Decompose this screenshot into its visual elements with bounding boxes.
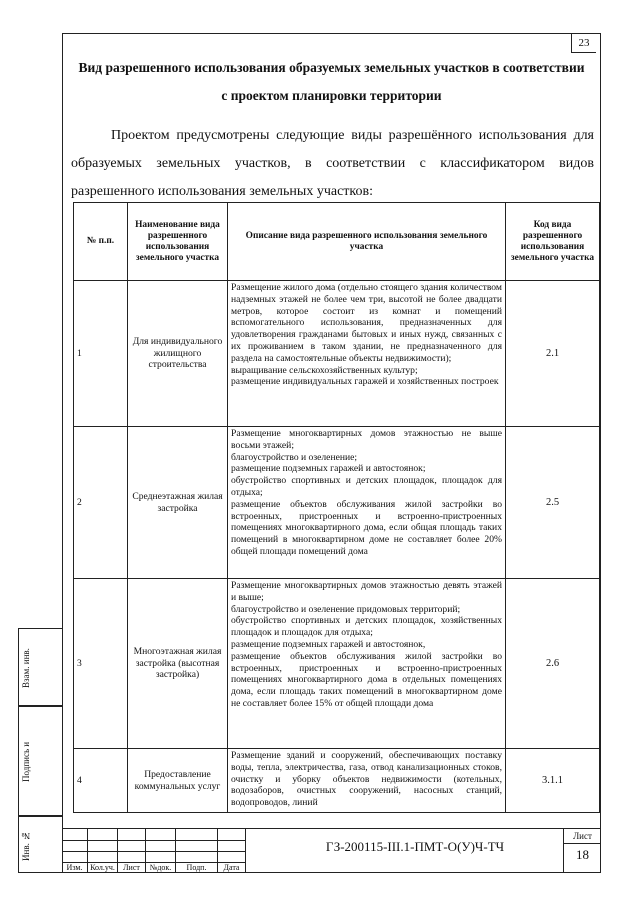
table-row bbox=[74, 427, 600, 579]
side-label-podpis: Подпись и bbox=[21, 741, 31, 783]
stamp-row-line bbox=[118, 840, 145, 841]
sheet-number: 18 bbox=[576, 847, 589, 862]
description-line: Размещение многоквартирных домов этажностью не выше восьми этажей; bbox=[231, 428, 502, 451]
stamp-column-ndok bbox=[146, 829, 176, 873]
stamp-column-label: Подп. bbox=[186, 863, 207, 872]
title-block-columns bbox=[62, 829, 246, 873]
description-line: размещение индивидуальных гаражей и хозяйственных построек bbox=[231, 376, 499, 388]
row-code: 2.5 bbox=[506, 427, 600, 579]
description-line: размещение подземных гаражей и автостоянок, bbox=[231, 638, 426, 650]
table-header-row bbox=[74, 203, 600, 281]
row-description bbox=[228, 427, 506, 579]
stamp-column-kol-uch bbox=[88, 829, 118, 873]
row-description bbox=[228, 281, 506, 427]
stamp-column-label: Лист bbox=[123, 863, 140, 872]
side-box-podpis bbox=[18, 706, 62, 816]
side-label-vzam: Взам. инв. bbox=[21, 648, 31, 688]
section-title: Вид разрешенного использования образуемых земельных участков в соответствии с проектом планировки территории bbox=[78, 60, 585, 103]
row-number: 2 bbox=[74, 427, 128, 579]
row-use-name: Для индивидуального жилищного строительства bbox=[128, 281, 228, 427]
sheet-box bbox=[563, 829, 601, 873]
description-line: выращивание сельскохозяйственных культур; bbox=[231, 364, 418, 376]
stamp-column-list bbox=[118, 829, 146, 873]
description-line: благоустройство и озеленение; bbox=[231, 451, 358, 463]
side-label-inv: Инв. № bbox=[21, 830, 31, 862]
row-use-name: Среднеэтажная жилая застройка bbox=[128, 427, 228, 579]
stamp-row-line bbox=[146, 840, 175, 841]
header-name: Наименование вида разрешенного использования земельного участка bbox=[128, 203, 228, 281]
stamp-row-line bbox=[218, 851, 245, 852]
description-line: обустройство спортивных и детских площадок, площадок для отдыха; bbox=[231, 475, 502, 498]
description-line: Размещение многоквартирных домов этажностью девять этажей и выше; bbox=[231, 580, 502, 603]
side-box-vzam bbox=[18, 628, 62, 706]
page-frame bbox=[62, 33, 601, 873]
stamp-row-line bbox=[176, 840, 217, 841]
side-stamp bbox=[18, 628, 62, 873]
description-line: Размещение жилого дома (отдельно стоящего здания количеством надземных этажей не более чем три, высотой не более двадцати метров, которое состоит из комнат и помещений вспомогательного использования, предназначенных для удовлетворения гражданами бытовых и иных нужд, связанных с их проживанием в таком здании, не предназначенного для раздела на самостоятельные объекты недвижимости); bbox=[231, 282, 502, 364]
table-row bbox=[74, 749, 600, 813]
description-line: благоустройство и озеленение придомовых территорий; bbox=[231, 603, 461, 615]
row-description bbox=[228, 579, 506, 749]
row-description bbox=[228, 749, 506, 813]
row-number: 4 bbox=[74, 749, 128, 813]
stamp-column-data bbox=[218, 829, 246, 873]
land-use-table bbox=[73, 202, 600, 813]
sheet-label: Лист bbox=[564, 829, 601, 844]
title-block bbox=[62, 828, 601, 873]
intro-paragraph: Проектом предусмотрены следующие виды разрешённого использования для образуемых земельных участков, в соответствии с классификатором видов разрешенного использования земельных участков: bbox=[71, 128, 594, 199]
document-code: ГЗ-200115-III.1-ПМТ-О(У)Ч-ТЧ bbox=[325, 839, 505, 854]
stamp-row-line bbox=[62, 851, 87, 852]
table-row bbox=[74, 281, 600, 427]
stamp-row-line bbox=[88, 851, 117, 852]
row-code: 3.1.1 bbox=[506, 749, 600, 813]
row-use-name: Предоставление коммунальных услуг bbox=[128, 749, 228, 813]
stamp-row-line bbox=[118, 851, 145, 852]
description-line: размещение объектов обслуживания жилой застройки во встроенных, пристроенных и встроенно-пристроенных помещениях многоквартирного дома, если общая площадь таких помещений в многоквартирном доме не составляет более 20% общей площади помещений дома bbox=[231, 498, 502, 557]
table-row bbox=[74, 579, 600, 749]
header-code: Код вида разрешенного использования земельного участка bbox=[506, 203, 600, 281]
description-line: размещение подземных гаражей и автостоянок; bbox=[231, 463, 426, 475]
header-num: № п.п. bbox=[74, 203, 128, 281]
top-page-number: 23 bbox=[571, 34, 596, 53]
stamp-row-line bbox=[146, 851, 175, 852]
stamp-column-izm bbox=[62, 829, 88, 873]
row-code: 2.1 bbox=[506, 281, 600, 427]
header-desc: Описание вида разрешенного использования земельного участка bbox=[228, 203, 506, 281]
description-line: Размещение зданий и сооружений, обеспечивающих поставку воды, тепла, электричества, газа, отвод канализационных стоков, очистку и уборку объектов недвижимости (котельных, водозаборов, очистных сооружений, насосных станций, водопроводов, линий bbox=[231, 750, 502, 809]
stamp-column-podp bbox=[176, 829, 218, 873]
table-body bbox=[74, 281, 600, 813]
row-number: 1 bbox=[74, 281, 128, 427]
stamp-row-line bbox=[176, 851, 217, 852]
stamp-column-label: Кол.уч. bbox=[90, 863, 115, 872]
side-box-inv bbox=[18, 816, 62, 873]
stamp-column-label: Дата bbox=[223, 863, 240, 872]
stamp-row-line bbox=[218, 840, 245, 841]
stamp-row-line bbox=[62, 840, 87, 841]
row-code: 2.6 bbox=[506, 579, 600, 749]
stamp-column-label: Изм. bbox=[66, 863, 83, 872]
row-use-name: Многоэтажная жилая застройка (высотная застройка) bbox=[128, 579, 228, 749]
stamp-column-label: №док. bbox=[149, 863, 172, 872]
description-line: размещение объектов обслуживания жилой застройки во встроенных, пристроенных и встроенно-пристроенных помещениях многоквартирного дома в отдельных помещениях дома, если площадь таких помещений в многоквартирном доме не составляет более 15% от общей площади дома bbox=[231, 650, 502, 709]
description-line: обустройство спортивных и детских площадок, хозяйственных площадок и площадок для отдыха; bbox=[231, 615, 502, 639]
stamp-row-line bbox=[88, 840, 117, 841]
row-number: 3 bbox=[74, 579, 128, 749]
